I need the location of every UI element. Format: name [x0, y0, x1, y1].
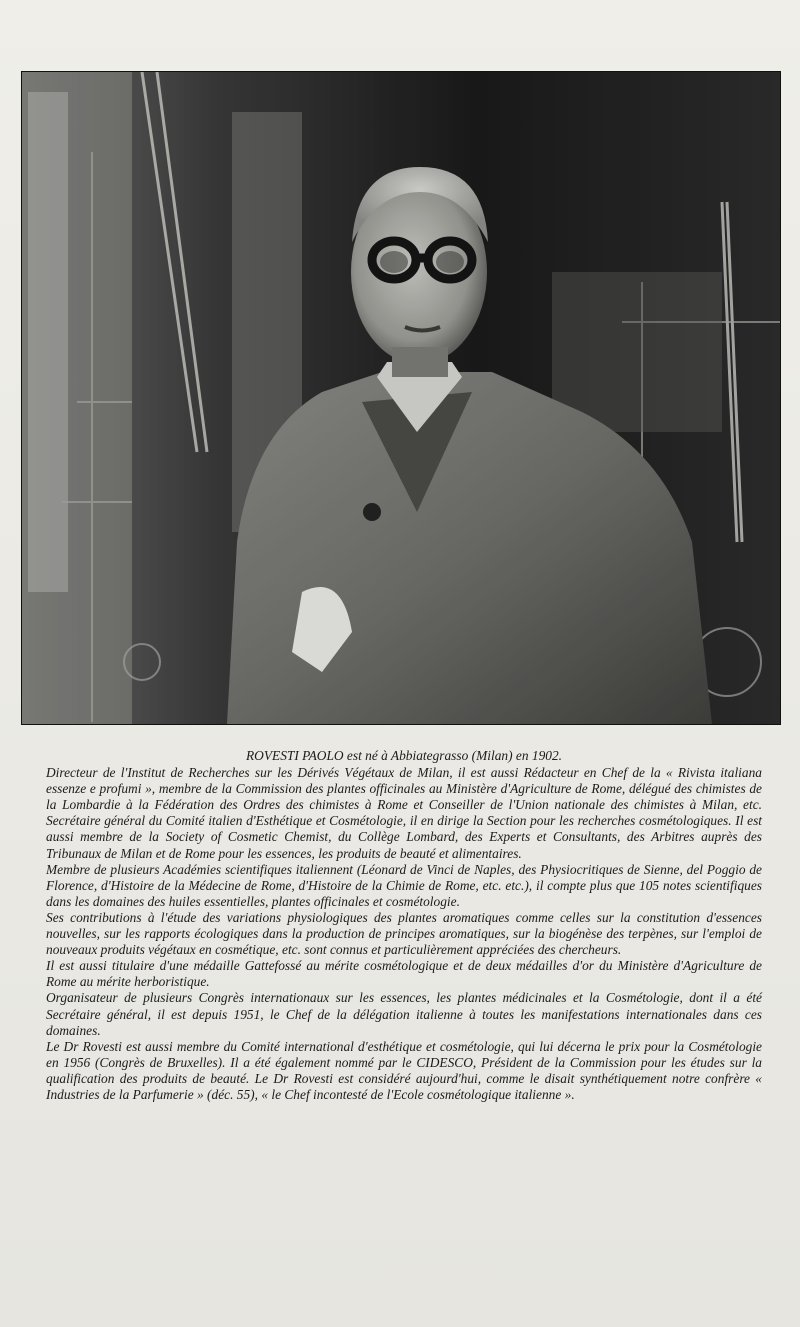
paragraph-career: Directeur de l'Institut de Recherches sur les Dérivés Végétaux de Milan, il est aussi Rédacteur en Chef de la « Rivista italiana essenze e profumi », membre de la Commission des plantes officinales au Ministère d'Agriculture de Rome, délégué des chimistes de la Lombardie à la Fédération des Ordres des chimistes à Rome et Conseiller de l'Union nationale des chimistes à Milan, etc. Secrétaire général du Comité italien d'Esthétique et Cosmétologie, il en dirige la Section pour les recherches cosmétologiques. Il est aussi membre de la Society of Cosmetic Chemist, du Collège Lombard, des Experts et Consultants, des Arbitres auprès des Tribunaux de Milan et de Rome pour les essences, les produits de beauté et alimentaires. [46, 765, 762, 861]
paragraph-academies: Membre de plusieurs Académies scientifiques italiennent (Léonard de Vinci de Naples, des Physiocritiques de Sienne, del Poggio de Florence, d'Histoire de la Médecine de Rome, d'Histoire de la Chimie de Rome, etc. etc.), il compte plus que 105 notes scientifiques dans les domaines des huiles essentielles, plantes officinales et cosmétologie. [46, 861, 762, 909]
portrait-photo [22, 72, 780, 724]
biography-text [46, 748, 762, 1103]
laboratory-portrait-image [22, 72, 780, 724]
paragraph-recognition: Le Dr Rovesti est aussi membre du Comité international d'esthétique et cosmétologie, qui lui décerna le prix pour la Cosmétologie en 1956 (Congrès de Bruxelles). Il a été également nommé par le CIDESCO, Président de la Commission pour les études sur la qualification des produits de beauté. Le Dr Rovesti est considéré aujourd'hui, comme le disait synthétiquement notre confrère « Industries de la Parfumerie » (déc. 55), « le Chef incontesté de l'Ecole cosmétologique italienne ». [46, 1038, 762, 1102]
paragraph-medals: Il est aussi titulaire d'une médaille Gattefossé au mérite cosmétologique et de deux médailles d'or du Ministère d'Agriculture de Rome au mérite herboristique. [46, 958, 762, 990]
paragraph-contributions: Ses contributions à l'étude des variations physiologiques des plantes aromatiques comme celles sur la constitution d'essences nouvelles, sur les rapports écologiques dans la production de principes aromatiques, sur la biogénèse des terpènes, sur l'emploi de nouveaux produits végétaux en cosmétique, etc. sont connus et particulièrement appréciées des chercheurs. [46, 909, 762, 958]
photo-caption: ROVESTI PAOLO est né à Abbiategrasso (Milan) en 1902. [245, 748, 563, 763]
paragraph-congresses: Organisateur de plusieurs Congrès internationaux sur les essences, les plantes médicinales et la Cosmétologie, dont il a été Secrétaire général, il est depuis 1951, le Chef de la délégation italienne à toutes les manifestations internationales dans ces domaines. [46, 990, 762, 1038]
